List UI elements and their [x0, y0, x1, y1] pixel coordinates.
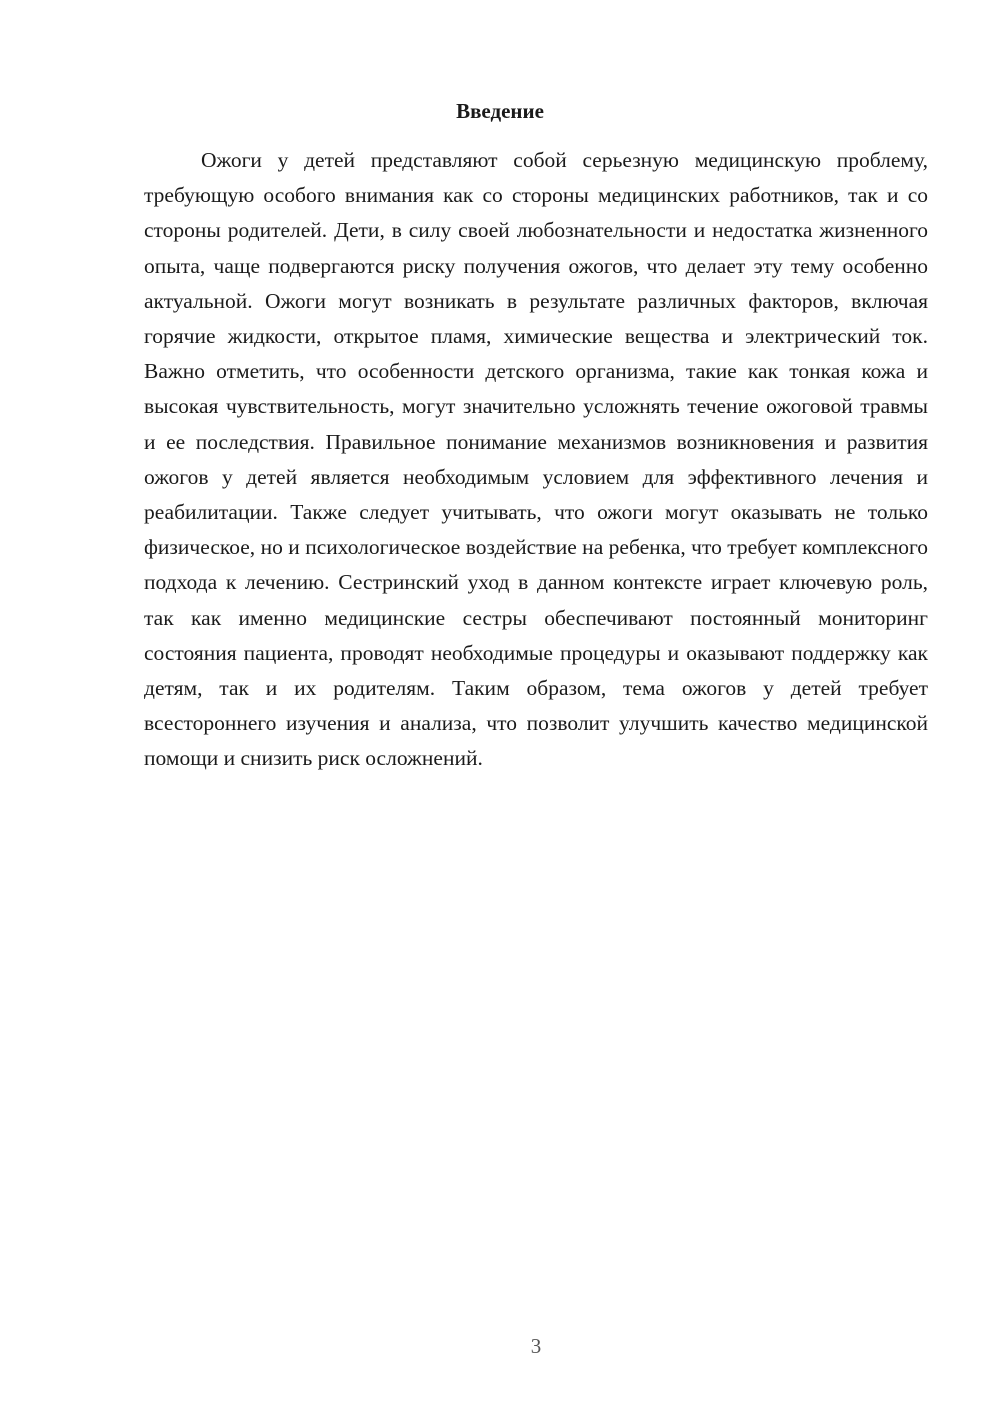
section-heading: Введение — [456, 99, 544, 123]
body-paragraph: Ожоги у детей представляют собой серьезную медицинскую проблему, требующую особого внимания как со стороны медицинских работников, так и со стороны родителей. Дети, в силу своей любознательности и недостатка жизненного опыта, чаще подвергаются риску получения ожогов, что делает эту тему особенно актуальной. Ожоги могут возникать в результате различных факторов, включая горячие жидкости, открытое пламя, химические вещества и электрический ток. Важно отметить, что особенности детского организма, такие как тонкая кожа и высокая чувствительность, могут значительно усложнять течение ожоговой травмы и ее последствия. Правильное понимание механизмов возникновения и развития ожогов у детей является необходимым условием для эффективного лечения и реабилитации. Также следует учитывать, что ожоги могут оказывать не только физическое, но и психологическое воздействие на ребенка, что требует комплексного подхода к лечению. Сестринский уход в данном контексте играет ключевую роль, так как именно медицинские сестры обеспечивают постоянный мониторинг состояния пациента, проводят необходимые процедуры и оказывают поддержку как детям, так и их родителям. Таким образом, тема ожогов у детей требует всестороннего изучения и анализа, что позволит улучшить качество медицинской помощи и снизить риск осложнений. — [144, 148, 928, 771]
page-number: 3 — [530, 1334, 542, 1358]
